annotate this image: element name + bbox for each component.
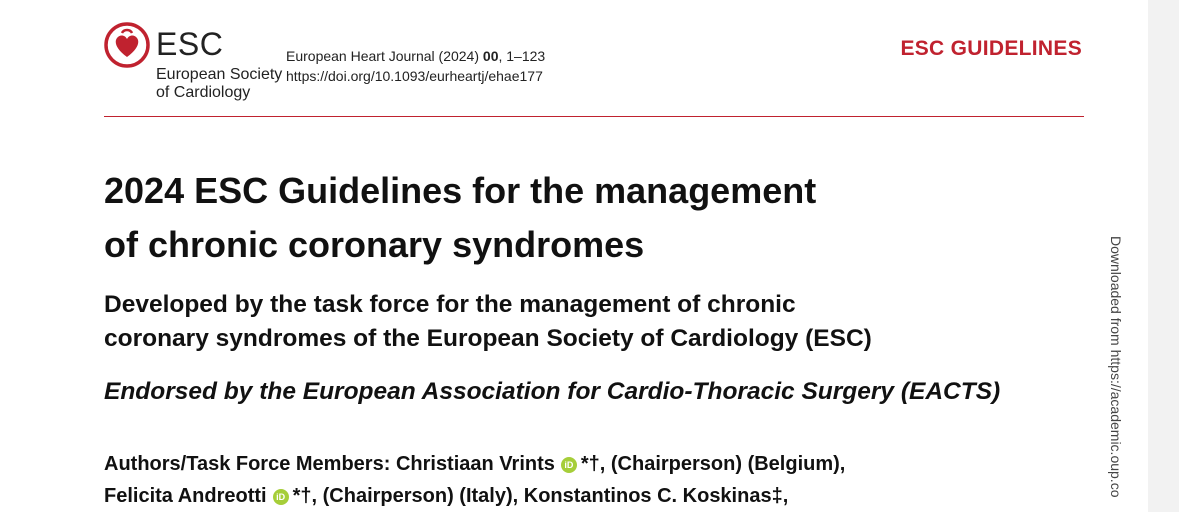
society-name-line1: European Society — [156, 66, 283, 83]
section-tag: ESC GUIDELINES — [900, 37, 1082, 60]
title-line2: of chronic coronary syndromes — [104, 224, 645, 265]
author-marks: ‡ — [771, 485, 783, 507]
authors-label: Authors/Task Force Members: — [104, 453, 396, 475]
subtitle-line1: Developed by the task force for the management of chronic — [104, 291, 796, 318]
journal-pages: , 1–123 — [498, 48, 546, 64]
download-source-note — [1103, 236, 1133, 512]
download-source-text: Downloaded from https://academic.oup.co — [1108, 236, 1124, 498]
article-subtitle — [104, 288, 1084, 356]
viewer-right-gutter — [1148, 0, 1179, 512]
esc-logo[interactable] — [104, 22, 283, 102]
author-name[interactable]: Felicita Andreotti — [104, 485, 267, 507]
journal-line — [286, 46, 545, 66]
author-marks: *† — [580, 453, 600, 475]
journal-citation — [286, 46, 545, 86]
doi-link[interactable]: https://doi.org/10.1093/eurheartj/ehae177 — [286, 68, 543, 84]
logo-abbreviation: ESC — [156, 26, 224, 62]
author-name[interactable]: Christiaan Vrints — [395, 453, 555, 475]
orcid-icon[interactable]: iD — [561, 457, 577, 473]
author-role: , (Chairperson) (Belgium), — [599, 453, 846, 475]
title-line1: 2024 ESC Guidelines for the management — [104, 170, 817, 211]
journal-volume: 00 — [482, 48, 499, 64]
header-divider — [104, 116, 1084, 117]
society-name-line2: of Cardiology — [156, 84, 251, 101]
author-list — [104, 448, 1104, 512]
author-tail: , — [782, 485, 789, 507]
author-name[interactable]: Konstantinos C. Koskinas — [523, 485, 772, 507]
article-title — [104, 164, 816, 272]
heart-logo-icon — [104, 22, 150, 68]
subtitle-line2: coronary syndromes of the European Society of Cardiology (ESC) — [104, 325, 872, 352]
author-role: , (Chairperson) (Italy), — [311, 485, 524, 507]
journal-name: European Heart Journal (2024) — [286, 48, 483, 64]
orcid-icon[interactable]: iD — [273, 489, 289, 505]
author-marks: *† — [292, 485, 312, 507]
endorsement-line: Endorsed by the European Association for Cardio-Thoracic Surgery (EACTS) — [104, 378, 1001, 405]
